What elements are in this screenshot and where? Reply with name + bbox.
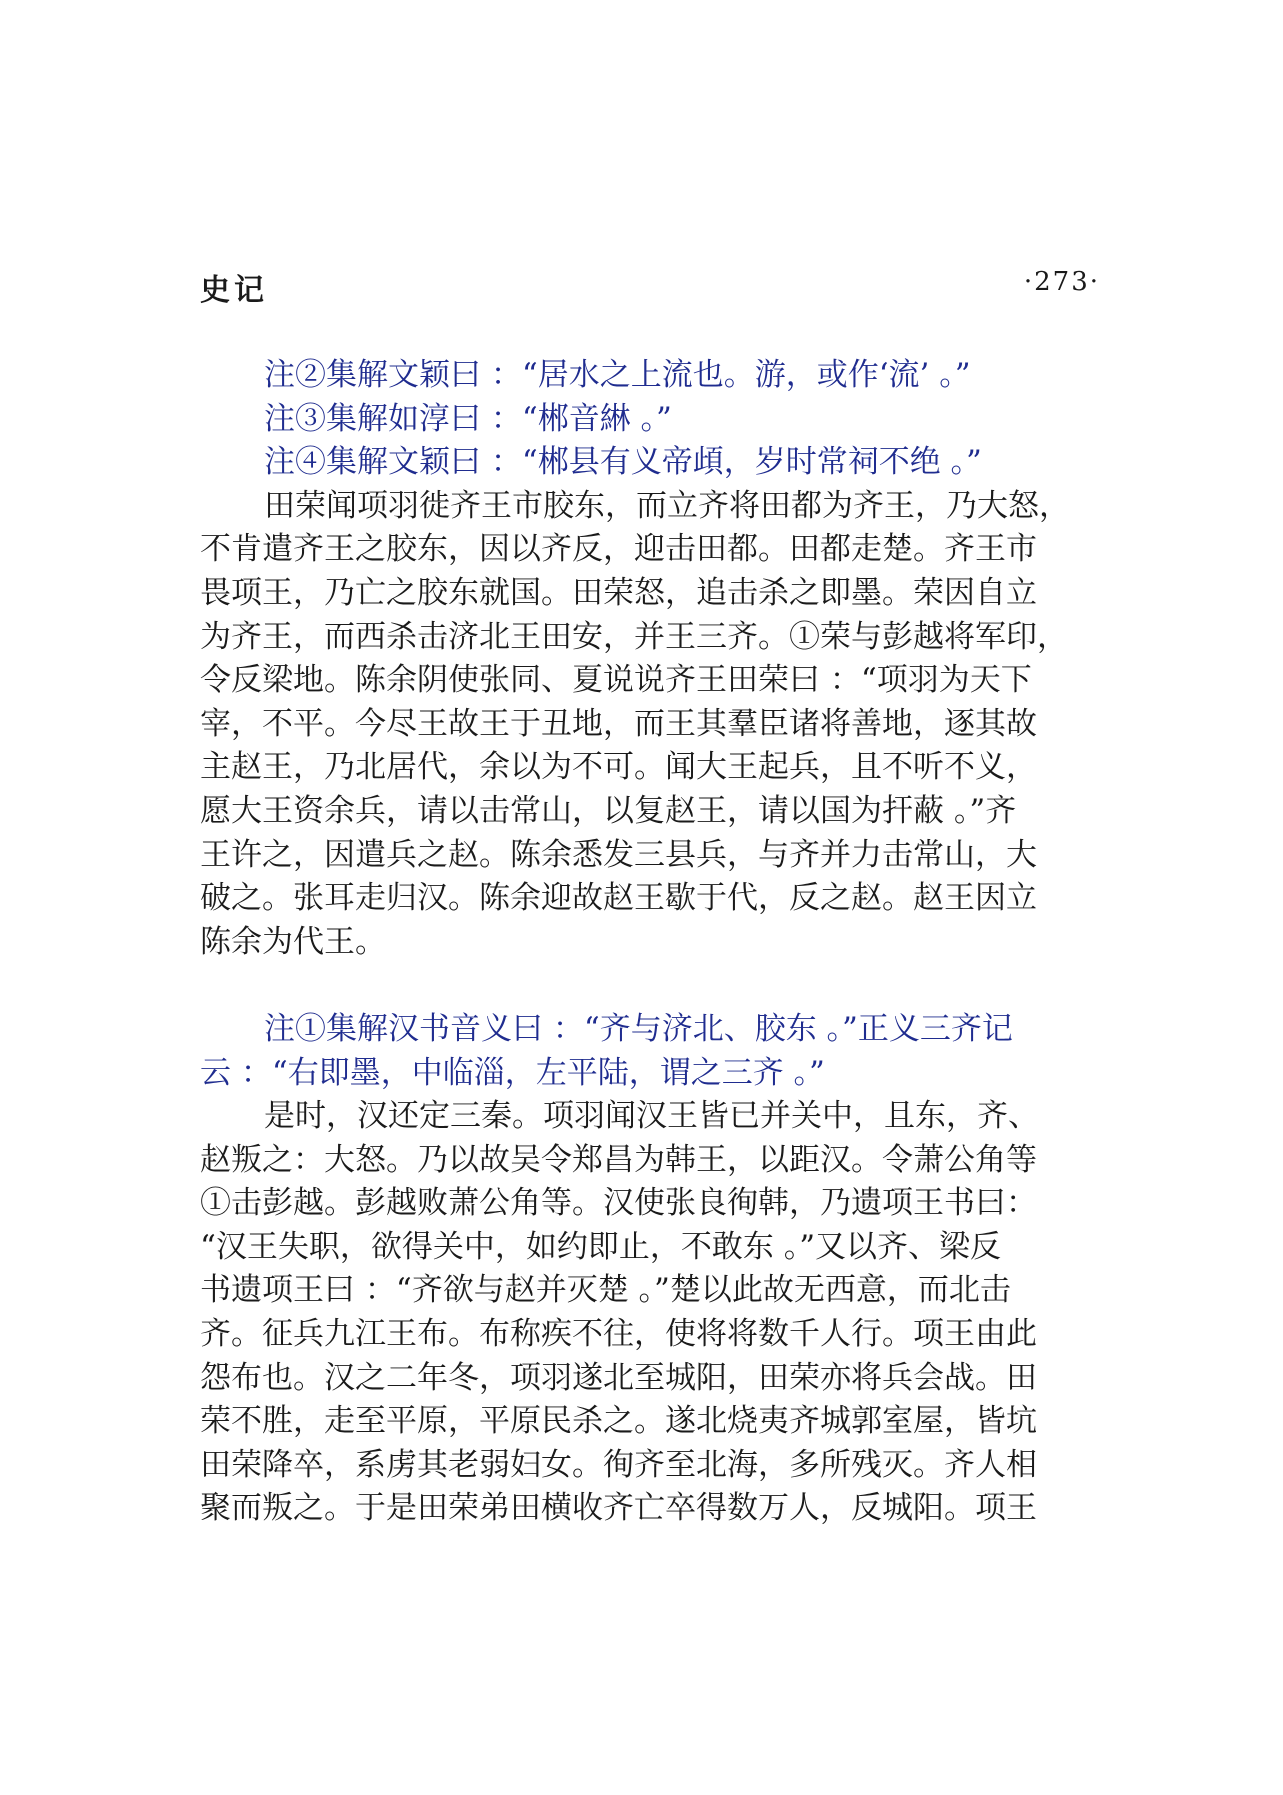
text-line: 为齐王，而西杀击济北王田安，并王三齐。①荣与彭越将军印，	[200, 618, 1068, 655]
note-line: 注④集解文颖曰 ：“郴县有义帝頉，岁时常祠不绝 。”	[264, 444, 982, 481]
note-line: 注②集解文颖曰 ：“居水之上流也。游，或作‘流’ 。”	[264, 357, 971, 393]
text-line: 愿大王资余兵，请以击常山，以复赵王，请以国为扞蔽 。”齐	[200, 792, 1017, 829]
text-line: 不肯遣齐王之胶东，因以齐反，迎击田都。田都走楚。齐王市	[200, 531, 1037, 568]
text-line: 是时，汉还定三秦。项羽闻汉王皆已并关中，且东，齐、	[264, 1098, 1039, 1135]
note-line: 云 ：“右即墨，中临淄，左平陆，谓之三齐 。”	[200, 1054, 825, 1091]
text-line: ①击彭越。彭越败萧公角等。汉使张良徇韩，乃遗项王书曰：	[200, 1185, 1037, 1222]
text-line: 令反梁地。陈余阴使张同、夏说说齐王田荣曰 ：“项羽为天下	[200, 662, 1032, 699]
body-text	[200, 354, 1102, 1531]
notes-top	[200, 354, 1102, 485]
text-line: 书遗项王曰 ：“齐欲与赵并灭楚 。”楚以此故无西意，而北击	[200, 1272, 1011, 1309]
text-line: 聚而叛之。于是田荣弟田横收齐亡卒得数万人，反城阳。项王	[200, 1490, 1037, 1527]
text-line: 主赵王，乃北居代，余以为不可。闻大王起兵，且不听不义，	[200, 749, 1037, 786]
note-line: 注①集解汉书音义曰 ：“齐与济北、胶东 。”正义三齐记	[264, 1010, 1013, 1047]
text-line: 王许之，因遣兵之赵。陈余悉发三县兵，与齐并力击常山，大	[200, 836, 1037, 873]
text-line: 破之。张耳走归汉。陈余迎故赵王歇于代，反之赵。赵王因立	[200, 880, 1037, 917]
note-middle	[200, 1008, 1102, 1095]
text-line: 荣不胜，走至平原，平原民杀之。遂北烧夷齐城郭室屋，皆坑	[200, 1403, 1037, 1440]
paragraph-1	[200, 485, 1102, 965]
text-line: 田荣闻项羽徙齐王市胶东，而立齐将田都为齐王，乃大怒，	[264, 487, 1070, 524]
text-line: 田荣降卒，系虏其老弱妇女。徇齐至北海，多所残灭。齐人相	[200, 1446, 1037, 1483]
note-line: 注③集解如淳曰 ：“郴音綝 。”	[264, 400, 672, 437]
page-header	[200, 265, 1100, 313]
text-line: 陈余为代王。	[200, 923, 386, 960]
book-title: 史记	[200, 273, 268, 308]
text-line: 赵叛之：大怒。乃以故吴令郑昌为韩王，以距汉。令萧公角等	[200, 1141, 1037, 1178]
paragraph-gap	[200, 964, 1102, 1008]
page-number: ·273·	[1023, 267, 1100, 297]
text-line: “汉王失职，欲得关中，如约即止，不敢东 。”又以齐、梁反	[200, 1228, 1002, 1265]
text-line: 畏项王，乃亡之胶东就国。田荣怒，追击杀之即墨。荣因自立	[200, 574, 1037, 611]
text-line: 怨布也。汉之二年冬，项羽遂北至城阳，田荣亦将兵会战。田	[200, 1359, 1037, 1396]
text-line: 齐。征兵九江王布。布称疾不往，使将将数千人行。项王由此	[200, 1316, 1037, 1353]
text-line: 宰，不平。今尽王故王于丑地，而王其羣臣诸将善地，逐其故	[200, 705, 1037, 742]
paragraph-2	[200, 1095, 1102, 1531]
